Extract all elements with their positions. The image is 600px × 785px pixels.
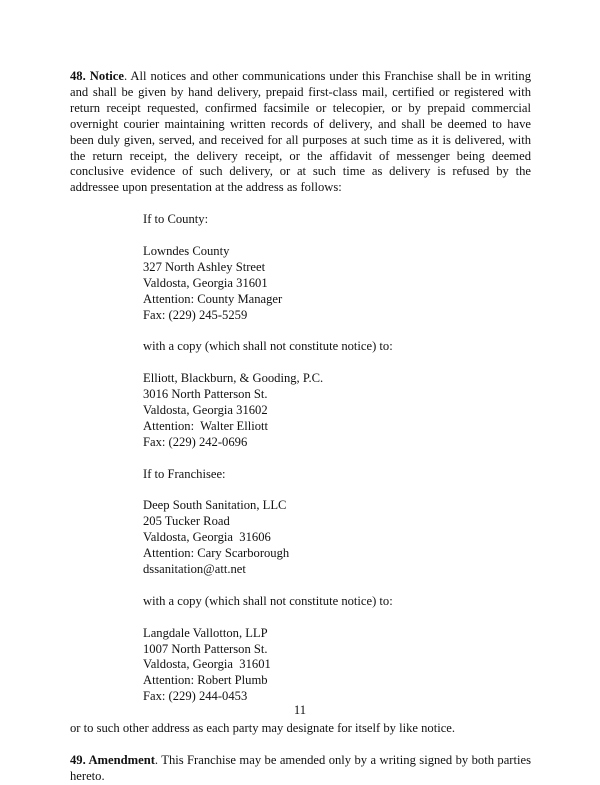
section-48-body: . All notices and other communications under this Franchise shall be in writing and shall be given by hand delivery, prepaid first-class mail, certified or registered with return receipt requested, confirmed facsimile or telecopier, or by prepaid commercial overnight courier maintaining written records of delivery, and shall be deemed to have been duly given, served, and received for all purposes at such time as it is delivered, with the return receipt, the delivery receipt, or the affidavit of messenger being deemed conclusive evidence of such delivery, or at such time as delivery is refused by the addressee upon presentation at the address as follows: bbox=[70, 69, 532, 195]
county-copy-line: Attention: Walter Elliott bbox=[143, 418, 269, 433]
franchisee-line: Attention: Cary Scarborough bbox=[143, 546, 290, 561]
county-intro: If to County: bbox=[143, 212, 209, 227]
franchisee-line: 205 Tucker Road bbox=[143, 514, 230, 529]
county-address-block bbox=[143, 212, 531, 705]
county-copy-fax: Fax: (229) 242-0696 bbox=[143, 434, 248, 449]
section-49-amendment bbox=[70, 753, 531, 785]
document-page bbox=[70, 69, 531, 785]
page-number: 11 bbox=[293, 703, 307, 717]
franchisee-copy-line: Valdosta, Georgia 31601 bbox=[143, 657, 271, 672]
county-line: Attention: County Manager bbox=[143, 291, 283, 306]
county-line: Lowndes County bbox=[143, 243, 230, 258]
franchisee-copy-line: Langdale Vallotton, LLP bbox=[143, 625, 268, 640]
section-48-notice bbox=[70, 69, 531, 196]
franchisee-line: Valdosta, Georgia 31606 bbox=[143, 530, 271, 545]
franchisee-copy-intro: with a copy (which shall not constitute notice) to: bbox=[143, 593, 393, 608]
section-49-heading: 49. Amendment bbox=[70, 752, 155, 767]
franchisee-intro: If to Franchisee: bbox=[143, 466, 226, 481]
franchisee-copy-line: 1007 North Patterson St. bbox=[143, 641, 268, 656]
county-copy-intro: with a copy (which shall not constitute notice) to: bbox=[143, 339, 393, 354]
county-fax: Fax: (229) 245-5259 bbox=[143, 307, 248, 322]
county-copy-line: Elliott, Blackburn, & Gooding, P.C. bbox=[143, 371, 324, 386]
county-copy-line: 3016 North Patterson St. bbox=[143, 387, 268, 402]
county-line: 327 North Ashley Street bbox=[143, 259, 266, 274]
county-copy-line: Valdosta, Georgia 31602 bbox=[143, 402, 268, 417]
section-49-body: . This Franchise may be amended only by a writing signed by both parties hereto. bbox=[70, 752, 531, 783]
franchisee-line: Deep South Sanitation, LLC bbox=[143, 498, 287, 513]
franchisee-copy-fax: Fax: (229) 244-0453 bbox=[143, 689, 248, 704]
section-48-heading: 48. Notice bbox=[70, 69, 124, 83]
franchisee-email: dssanitation@att.net bbox=[143, 562, 246, 576]
closing-text: or to such other address as each party may designate for itself by like notice. bbox=[70, 721, 456, 736]
county-line: Valdosta, Georgia 31601 bbox=[143, 275, 268, 290]
franchisee-copy-line: Attention: Robert Plumb bbox=[143, 673, 268, 688]
